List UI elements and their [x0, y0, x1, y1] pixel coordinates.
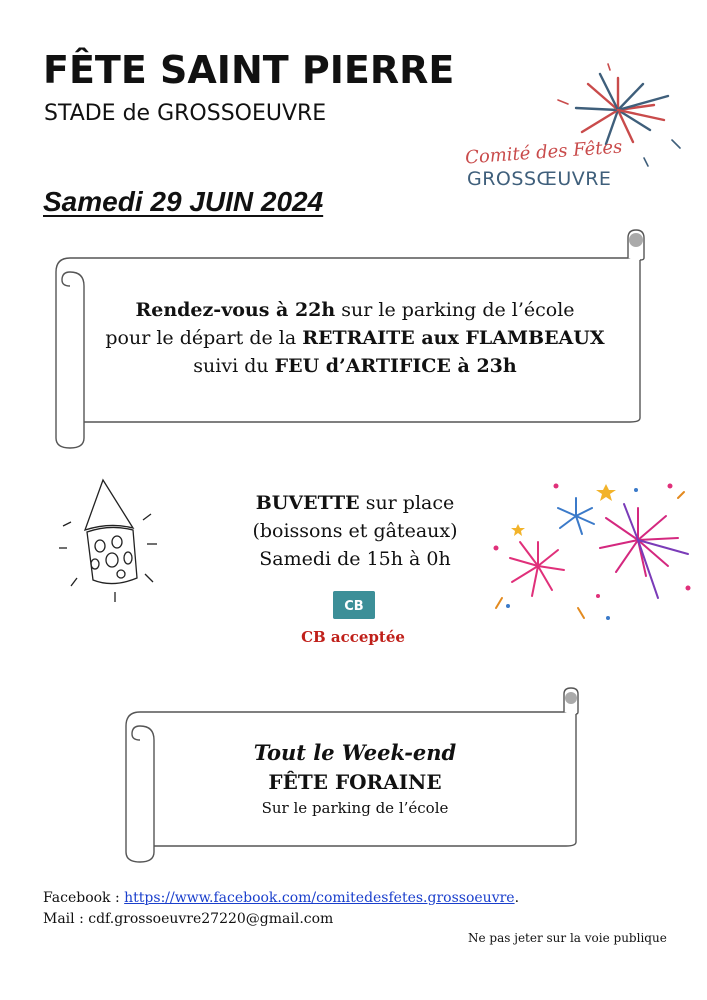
weekend-label: Tout le Week-end: [253, 740, 457, 765]
logo-script-text: Comité des Fêtes: [464, 136, 624, 169]
venue-subtitle: STADE de GROSSOEUVRE: [44, 101, 327, 126]
fireworks-icon: [488, 478, 698, 628]
cb-accepted-label: CB acceptée: [301, 628, 405, 646]
paper-lantern-icon: [55, 470, 165, 610]
fete-foraine-text: [155, 738, 555, 820]
retraite-text: Rendez-vous à 22h sur le parking de l’école pour le départ de la RETRAITE aux FLAMBEAUX suivi du FEU d’ARTIFICE à 23h: [105, 299, 605, 377]
facebook-line: Facebook : https://www.facebook.com/comitedesfetes.grossoeuvre.: [43, 890, 520, 906]
svg-text:CB: CB: [344, 599, 364, 614]
event-date: Samedi 29 JUIN 2024: [43, 186, 324, 217]
facebook-link[interactable]: https://www.facebook.com/comitedesfetes.grossoeuvre: [124, 890, 515, 906]
fete-foraine-label: FÊTE FORAINE: [268, 770, 442, 794]
logo-name-text: GROSSŒUVRE: [467, 168, 612, 190]
buvette-text: BUVETTE sur place (boissons et gâteaux) Samedi de 15h à 0h: [252, 492, 458, 570]
disposal-notice: Ne pas jeter sur la voie publique: [468, 931, 667, 945]
mail-line: Mail : cdf.grossoeuvre27220@gmail.com: [43, 911, 334, 927]
cb-card-icon: [333, 591, 375, 619]
page-title: FÊTE SAINT PIERRE: [43, 48, 455, 92]
foraine-location: Sur le parking de l’école: [261, 799, 449, 817]
